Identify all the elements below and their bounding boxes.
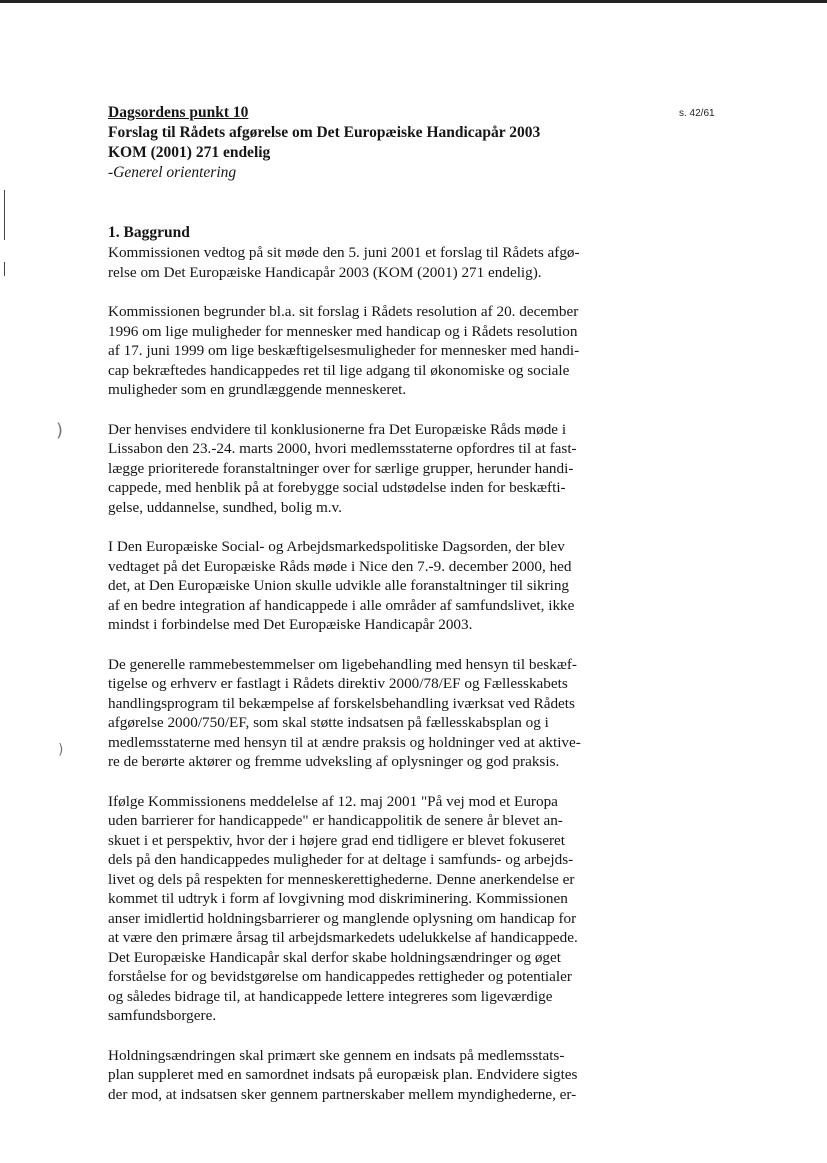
text-line: cap bekræftedes handicappedes ret til lige adgang til økonomiske og sociale — [108, 361, 570, 379]
paragraph — [108, 792, 628, 1026]
scan-left-edge — [4, 262, 5, 276]
text-line: Kommissionen begrunder bl.a. sit forslag i Rådets resolution af 20. december — [108, 303, 579, 320]
text-line: at være den primære årsag til arbejdsmarkedets udelukkelse af handicappede. — [108, 929, 578, 946]
text-line: Ifølge Kommissionens meddelelse af 12. maj 2001 "På vej mod et Europa — [108, 792, 558, 810]
section-title: 1. Baggrund — [108, 224, 190, 241]
paragraph — [108, 243, 628, 282]
text-line: handlingsprogram til bekæmpelse af forskelsbehandling iværksat ved Rådets — [108, 694, 575, 712]
text-line: samfundsborgere. — [108, 1007, 217, 1024]
text-line: plan suppleret med en samordnet indsats på europæisk plan. Endvidere sigtes — [108, 1066, 578, 1083]
punch-hole-mark: ) — [58, 742, 64, 758]
scan-top-edge — [0, 0, 827, 3]
paragraph — [108, 537, 628, 635]
text-line: Der henvises endvidere til konklusionerne fra Det Europæiske Råds møde i — [108, 420, 567, 438]
document-body — [108, 103, 628, 1104]
paragraph — [108, 420, 628, 518]
text-line: cappede, med henblik på at forebygge social udstødelse inden for beskæfti- — [108, 479, 566, 496]
text-line: der mod, at indsatsen sker gennem partnerskaber mellem myndighederne, er- — [108, 1085, 577, 1103]
agenda-item-heading: Dagsordens punkt 10 — [108, 104, 249, 121]
text-line: I Den Europæiske Social- og Arbejdsmarkedspolitiske Dagsorden, der blev — [108, 538, 565, 555]
paragraph — [108, 655, 628, 772]
text-line: De generelle rammebestemmelser om ligebehandling med hensyn til beskæf- — [108, 655, 577, 673]
document-subtitle: -Generel orientering — [108, 164, 237, 181]
text-line: re de berørte aktører og fremme udveksling af oplysninger og god praksis. — [108, 753, 560, 770]
text-line: medlemsstaterne med hensyn til at ændre praksis og holdninger ved at aktive- — [108, 733, 581, 751]
text-line: anser imidlertid holdningsbarrierer og manglende oplysning om handicap for — [108, 909, 577, 927]
text-line: og således bidrage til, at handicappede lettere integreres som ligeværdige — [108, 987, 553, 1005]
text-line: vedtaget på det Europæiske Råds møde i Nice den 7.-9. december 2000, hed — [108, 557, 572, 575]
text-line: Det Europæiske Handicapår skal derfor skabe holdningsændringer og øget — [108, 948, 561, 966]
page-number: s. 42/61 — [679, 108, 715, 119]
punch-hole-mark: ) — [56, 420, 64, 441]
section-body — [108, 243, 628, 1104]
text-line: lægge prioriterede foranstaltninger over for særlige grupper, herunder handi- — [108, 459, 574, 477]
text-line: 1996 om lige muligheder for mennesker med handicap og i Rådets resolution — [108, 322, 578, 340]
text-line: muligheder som en grundlæggende menneskeret. — [108, 381, 407, 398]
text-line: Holdningsændringen skal primært ske gennem en indsats på medlemsstats- — [108, 1046, 565, 1064]
text-line: Lissabon den 23.-24. marts 2000, hvori medlemsstaterne opfordres til at fast- — [108, 440, 577, 457]
document-title: Forslag til Rådets afgørelse om Det Europæiske Handicapår 2003 — [108, 124, 541, 141]
text-line: mindst i forbindelse med Det Europæiske Handicapår 2003. — [108, 616, 473, 633]
text-line: det, at Den Europæiske Union skulle udvikle alle foranstaltninger til sikring — [108, 577, 570, 594]
paragraph — [108, 1046, 628, 1105]
text-line: livet og dels på respekten for menneskerettighederne. Denne anerkendelse er — [108, 870, 575, 888]
text-line: af en bedre integration af handicappede i alle områder af samfundslivet, ikke — [108, 596, 575, 614]
text-line: forståelse for og bevidstgørelse om handicappedes rettigheder og potentialer — [108, 968, 572, 985]
paragraph — [108, 302, 628, 400]
text-line: afgørelse 2000/750/EF, som skal støtte indsatsen på fællesskabsplan og i — [108, 714, 549, 731]
document-reference: KOM (2001) 271 endelig — [108, 144, 271, 161]
text-line: skuet i et perspektiv, hvor der i højere grad end tidligere er blevet fokuseret — [108, 831, 566, 849]
text-line: uden barrierer for handicappede" er handicappolitik de senere år blevet an- — [108, 812, 563, 829]
text-line: Kommissionen vedtog på sit møde den 5. juni 2001 et forslag til Rådets afgø- — [108, 244, 580, 261]
text-line: kommet til udtryk i form af lovgivning mod diskriminering. Kommissionen — [108, 890, 568, 907]
text-line: tigelse og erhverv er fastlagt i Rådets direktiv 2000/78/EF og Fællesskabets — [108, 675, 568, 692]
text-line: relse om Det Europæiske Handicapår 2003 (KOM (2001) 271 endelig). — [108, 263, 542, 281]
text-line: dels på den handicappedes muligheder for at deltage i samfunds- og arbejds- — [108, 851, 574, 868]
text-line: gelse, uddannelse, sundhed, bolig m.v. — [108, 498, 342, 516]
scan-left-edge — [4, 190, 5, 240]
text-line: af 17. juni 1999 om lige beskæftigelsesmuligheder for mennesker med handi- — [108, 342, 580, 359]
